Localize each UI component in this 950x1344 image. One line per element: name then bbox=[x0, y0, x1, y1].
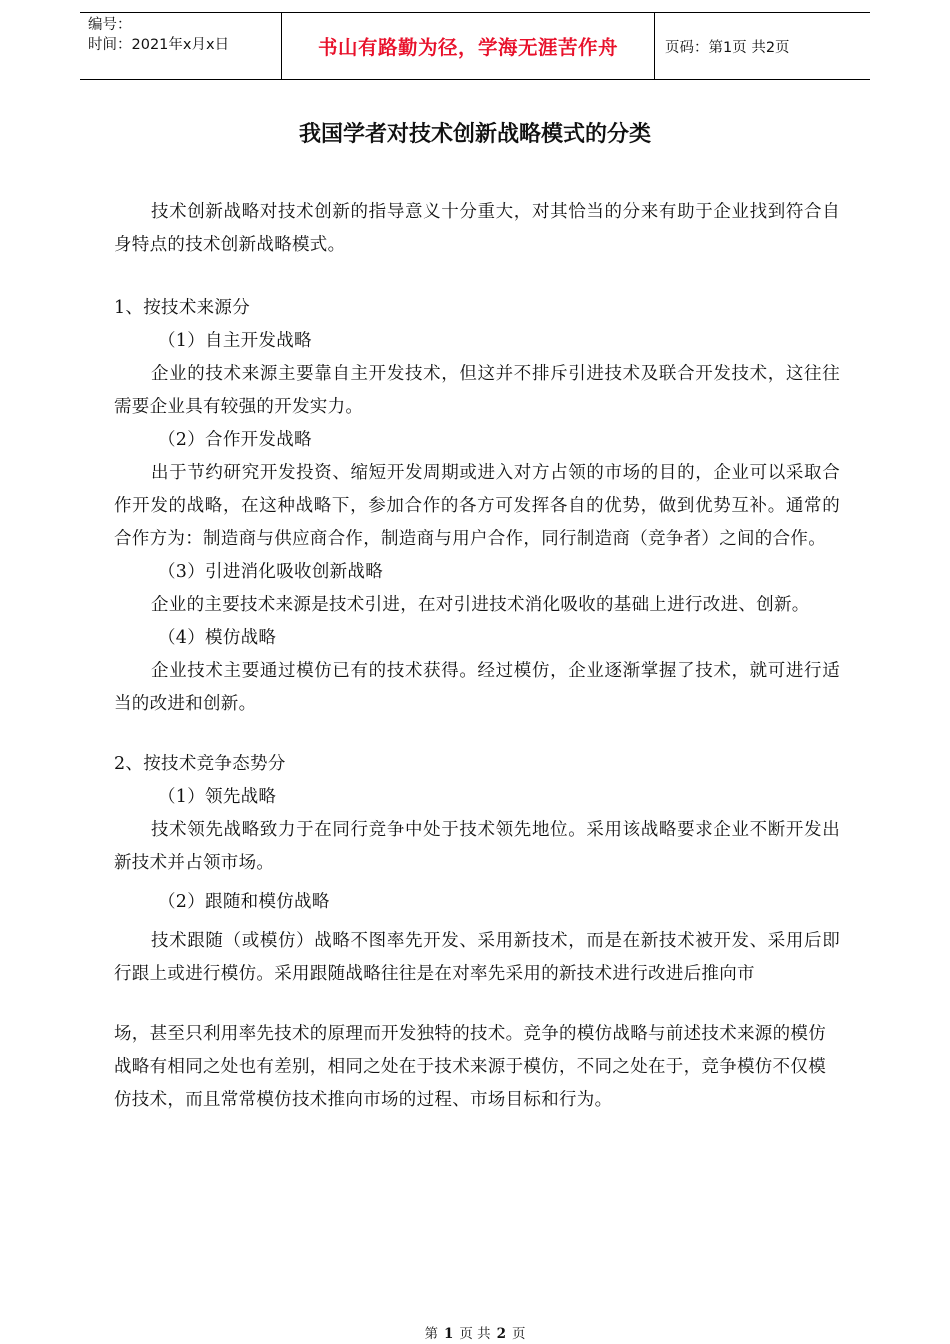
footer-total-pages: 2 bbox=[496, 1326, 507, 1342]
header-slogan: 书山有路勤为径，学海无涯苦作舟 bbox=[281, 13, 655, 79]
subsection-paragraph: 出于节约研究开发投资、缩短开发周期或进入对方占领的市场的目的，企业可以采取合作开发的战略，在这种战略下，参加合作的各方可发挥各自的优势，做到优势互补。通常的合作方为：制造商与供应商合作，制造商与用户合作，同行制造商（竞争者）之间的合作。 bbox=[114, 463, 840, 549]
continuation-paragraph: 场，甚至只利用率先技术的原理而开发独特的技术。竞争的模仿战略与前述技术来源的模仿战略有相同之处也有差别，相同之处在于技术来源于模仿，不同之处在于，竞争模仿不仅模仿技术，而且常常模仿技术推向市场的过程、市场目标和行为。 bbox=[114, 1024, 826, 1110]
page-title: 我国学者对技术创新战略模式的分类 bbox=[298, 122, 651, 147]
subsection-label: （1）自主开发战略 bbox=[158, 331, 312, 351]
document-body bbox=[114, 196, 840, 1117]
header-meta bbox=[80, 13, 281, 79]
intro-paragraph: 技术创新战略对技术创新的指导意义十分重大，对其恰当的分来有助于企业找到符合自身特点的技术创新战略模式。 bbox=[114, 202, 840, 255]
section-heading: 1、按技术来源分 bbox=[114, 298, 251, 318]
subsection-paragraph: 企业的主要技术来源是技术引进，在对引进技术消化吸收的基础上进行改进、创新。 bbox=[151, 595, 810, 615]
footer-suffix: 页 bbox=[512, 1326, 526, 1342]
time-label: 时间：2021年x月x日 bbox=[88, 37, 230, 53]
subsection-label: （2）合作开发战略 bbox=[158, 430, 312, 450]
footer-current-page: 1 bbox=[443, 1326, 454, 1342]
subsection-label: （2）跟随和模仿战略 bbox=[158, 892, 330, 912]
subsection-paragraph: 企业的技术来源主要靠自主开发技术，但这并不排斥引进技术及联合开发技术，这往往需要企业具有较强的开发实力。 bbox=[114, 364, 840, 417]
subsection-paragraph: 企业技术主要通过模仿已有的技术获得。经过模仿，企业逐渐掌握了技术，就可进行适当的改进和创新。 bbox=[114, 661, 840, 714]
subsection-label: （3）引进消化吸收创新战略 bbox=[158, 562, 384, 582]
footer-prefix: 第 bbox=[424, 1326, 438, 1342]
subsection-label: （4）模仿战略 bbox=[158, 628, 277, 648]
document-header bbox=[80, 12, 870, 80]
number-label: 编号： bbox=[88, 17, 132, 33]
subsection-label: （1）领先战略 bbox=[158, 787, 277, 807]
footer-middle: 页 共 bbox=[459, 1326, 491, 1342]
section-heading: 2、按技术竞争态势分 bbox=[114, 754, 286, 774]
subsection-paragraph: 技术领先战略致力于在同行竞争中处于技术领先地位。采用该战略要求企业不断开发出新技术并占领市场。 bbox=[114, 820, 840, 873]
subsection-paragraph: 技术跟随（或模仿）战略不图率先开发、采用新技术，而是在新技术被开发、采用后即行跟上或进行模仿。采用跟随战略往往是在对率先采用的新技术进行改进后推向市 bbox=[114, 931, 840, 984]
page-footer bbox=[0, 1325, 950, 1343]
header-page-info: 页码：第1页 共2页 bbox=[665, 39, 790, 56]
